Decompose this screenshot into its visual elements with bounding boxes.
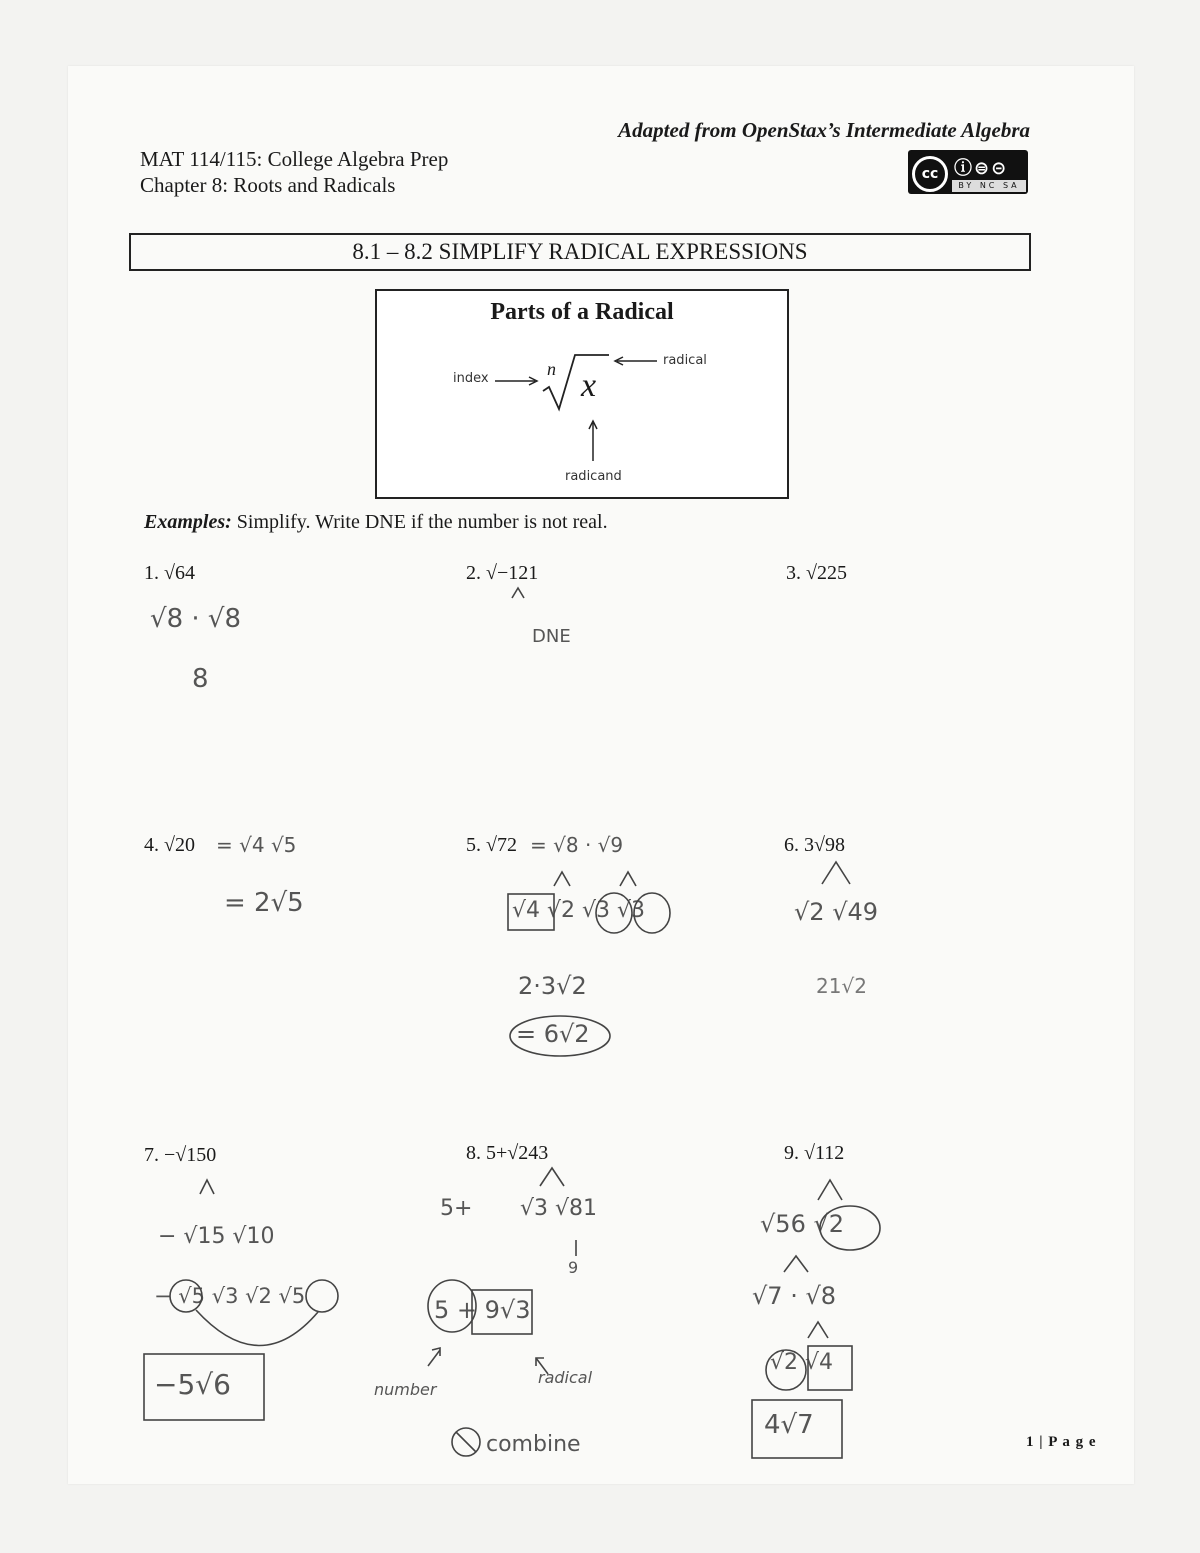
- p5-circle-b: [634, 893, 670, 933]
- p5-circle-a: [596, 893, 632, 933]
- problem-9: 9. √112: [784, 1142, 845, 1164]
- p6-factor-step: √2 √49: [794, 898, 879, 926]
- p5-factor-step: √4 √2 √3 √3: [512, 898, 646, 923]
- section-title: 8.1 – 8.2 SIMPLIFY RADICAL EXPRESSIONS: [129, 233, 1031, 271]
- attribution-text: Adapted from OpenStax’s Intermediate Algebra: [618, 118, 1030, 142]
- p5-answer: = 6√2: [516, 1020, 590, 1048]
- p7-connect-arc: [196, 1310, 318, 1346]
- p9-circle-sqrt2: [820, 1206, 880, 1250]
- p6-caret: [822, 862, 850, 884]
- p9-answer-box: [752, 1400, 842, 1458]
- p8-caret: [540, 1168, 564, 1186]
- p7-answer-box: [144, 1354, 264, 1420]
- p5-inline-work: = √8 · √9: [530, 833, 624, 857]
- problem-5: 5. √72: [466, 834, 517, 856]
- p7-step1: − √15 √10: [158, 1224, 275, 1249]
- p9-step2: √7 · √8: [752, 1282, 837, 1310]
- p8-step1-factors: √3 √81: [520, 1196, 598, 1221]
- index-symbol: n: [547, 359, 556, 379]
- p1-work-step: √8 · √8: [150, 604, 242, 634]
- p9-caret-3: [808, 1322, 828, 1338]
- p8-label-number: number: [374, 1380, 437, 1399]
- p7-circle-right: [306, 1280, 338, 1312]
- p7-circle-left: [170, 1280, 202, 1312]
- p8-arrow-radical: [536, 1358, 548, 1374]
- p4-inline-work: = √4 √5: [216, 833, 297, 857]
- problem-7: 7. −√150: [144, 1144, 217, 1166]
- license-icons: ⓘ⊜⊝: [954, 158, 1009, 179]
- p9-step3: √2 √4: [770, 1350, 834, 1375]
- diagram-title: Parts of a Radical: [490, 299, 674, 325]
- course-title: MAT 114/115: College Algebra Prep: [140, 147, 449, 171]
- p2-answer: DNE: [532, 626, 571, 647]
- p8-circle-five: [428, 1280, 476, 1332]
- problem-4: 4. √20: [144, 834, 195, 856]
- problem-3: 3. √225: [786, 562, 847, 584]
- p5-caret-left: [554, 872, 570, 886]
- problem-2: 2. √−121: [466, 562, 539, 584]
- examples-instruction: Simplify. Write DNE if the number is not real.: [236, 511, 608, 533]
- problem-6: 6. 3√98: [784, 834, 845, 856]
- p9-caret-2: [784, 1256, 808, 1272]
- p9-answer: 4√7: [764, 1410, 814, 1440]
- p8-arrow-number: [428, 1350, 440, 1366]
- radical-label: radical: [663, 353, 707, 368]
- cc-icon: cc: [912, 156, 948, 192]
- p8-nine: 9: [568, 1258, 579, 1277]
- p9-step1: √56 √2: [760, 1210, 845, 1238]
- p5-box-sqrt4: [508, 894, 554, 930]
- p7-caret: [200, 1180, 214, 1194]
- p8-step1-prefix: 5+: [440, 1196, 473, 1221]
- index-label: index: [453, 371, 489, 386]
- p8-note: combine: [486, 1432, 581, 1457]
- p1-answer: 8: [192, 664, 209, 694]
- p2-caret-mark: [512, 588, 524, 598]
- p9-caret-1: [818, 1180, 842, 1200]
- p9-box-sqrt4: [808, 1346, 852, 1390]
- chapter-title: Chapter 8: Roots and Radicals: [140, 173, 396, 197]
- examples-label: Examples:: [144, 511, 232, 533]
- problem-1: 1. √64: [144, 562, 195, 584]
- p7-step2: − √5 √3 √2 √5: [154, 1284, 306, 1308]
- p4-answer: = 2√5: [224, 888, 304, 918]
- p8-label-radical: radical: [538, 1368, 593, 1387]
- p9-circle-sqrt2b: [766, 1350, 806, 1390]
- license-terms: BY NC SA: [952, 180, 1026, 192]
- radicand-symbol: x: [581, 367, 597, 404]
- p5-answer-circle: [510, 1016, 610, 1056]
- p8-step2: 5 + 9√3: [434, 1296, 531, 1324]
- page-number: 1 | P a g e: [1026, 1434, 1097, 1450]
- p7-answer: −5√6: [154, 1368, 231, 1401]
- radicand-label: radicand: [565, 469, 622, 484]
- p5-caret-right: [620, 872, 636, 886]
- problem-8: 8. 5+√243: [466, 1142, 549, 1164]
- p5-product-step: 2·3√2: [518, 972, 587, 1000]
- p8-box-radical: [472, 1290, 532, 1334]
- p6-answer: 21√2: [816, 974, 867, 998]
